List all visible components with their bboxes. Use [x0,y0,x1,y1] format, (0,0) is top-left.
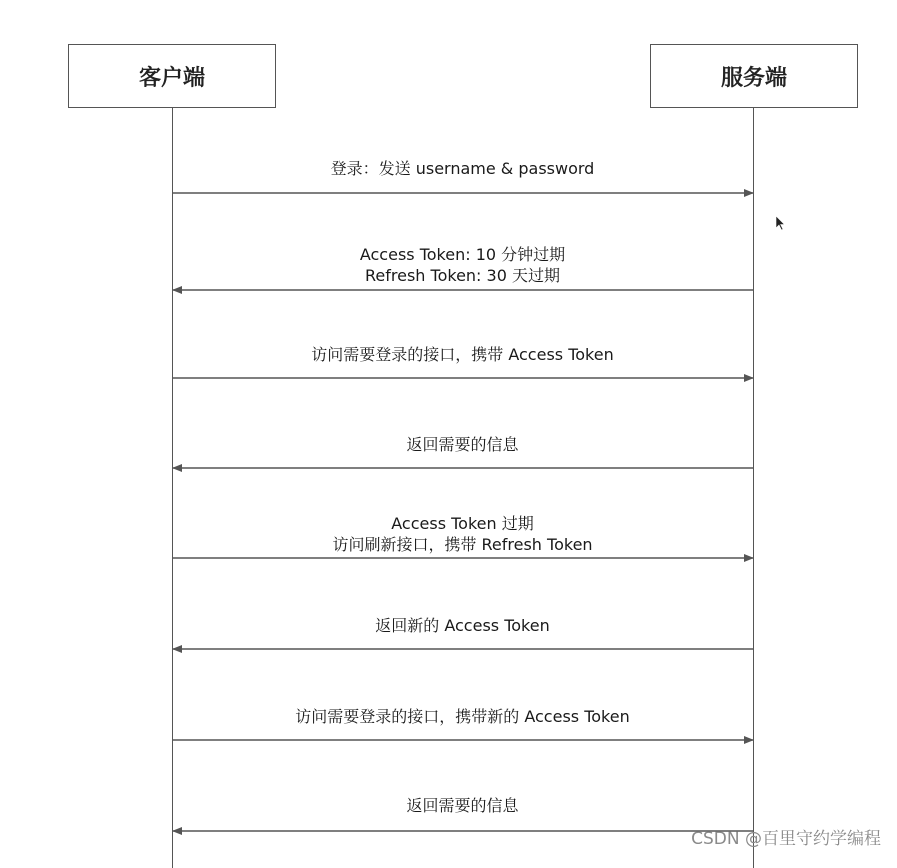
message-1-line-1: 登录：发送 username & password [330,159,595,178]
message-5-line-2: 访问刷新接口，携带 Refresh Token [332,535,593,554]
message-7-line-1: 访问需要登录的接口，携带新的 Access Token [295,707,630,726]
message-4-line-1: 返回需要的信息 [406,435,519,454]
mouse-pointer-icon [776,216,786,232]
message-label-4 [172,434,753,455]
message-2-line-1: Access Token: 10 分钟过期 [359,245,566,264]
message-3-line-1: 访问需要登录的接口，携带 Access Token [311,345,614,364]
message-8-line-1: 返回需要的信息 [406,796,519,815]
participant-server-label: 服务端 [720,65,787,91]
message-label-3 [172,344,753,365]
message-label-7 [172,706,753,727]
csdn-watermark: CSDN @百里守约学编程 [691,829,881,849]
participant-client-label: 客户端 [138,65,205,91]
message-label-1 [172,158,753,179]
message-2-line-2: Refresh Token: 30 天过期 [365,266,560,285]
message-label-2 [172,244,753,286]
message-label-8 [172,795,753,816]
message-label-6 [172,615,753,636]
message-label-5 [172,513,753,555]
message-5-line-1: Access Token 过期 [391,514,534,533]
message-6-line-1: 返回新的 Access Token [375,616,550,635]
